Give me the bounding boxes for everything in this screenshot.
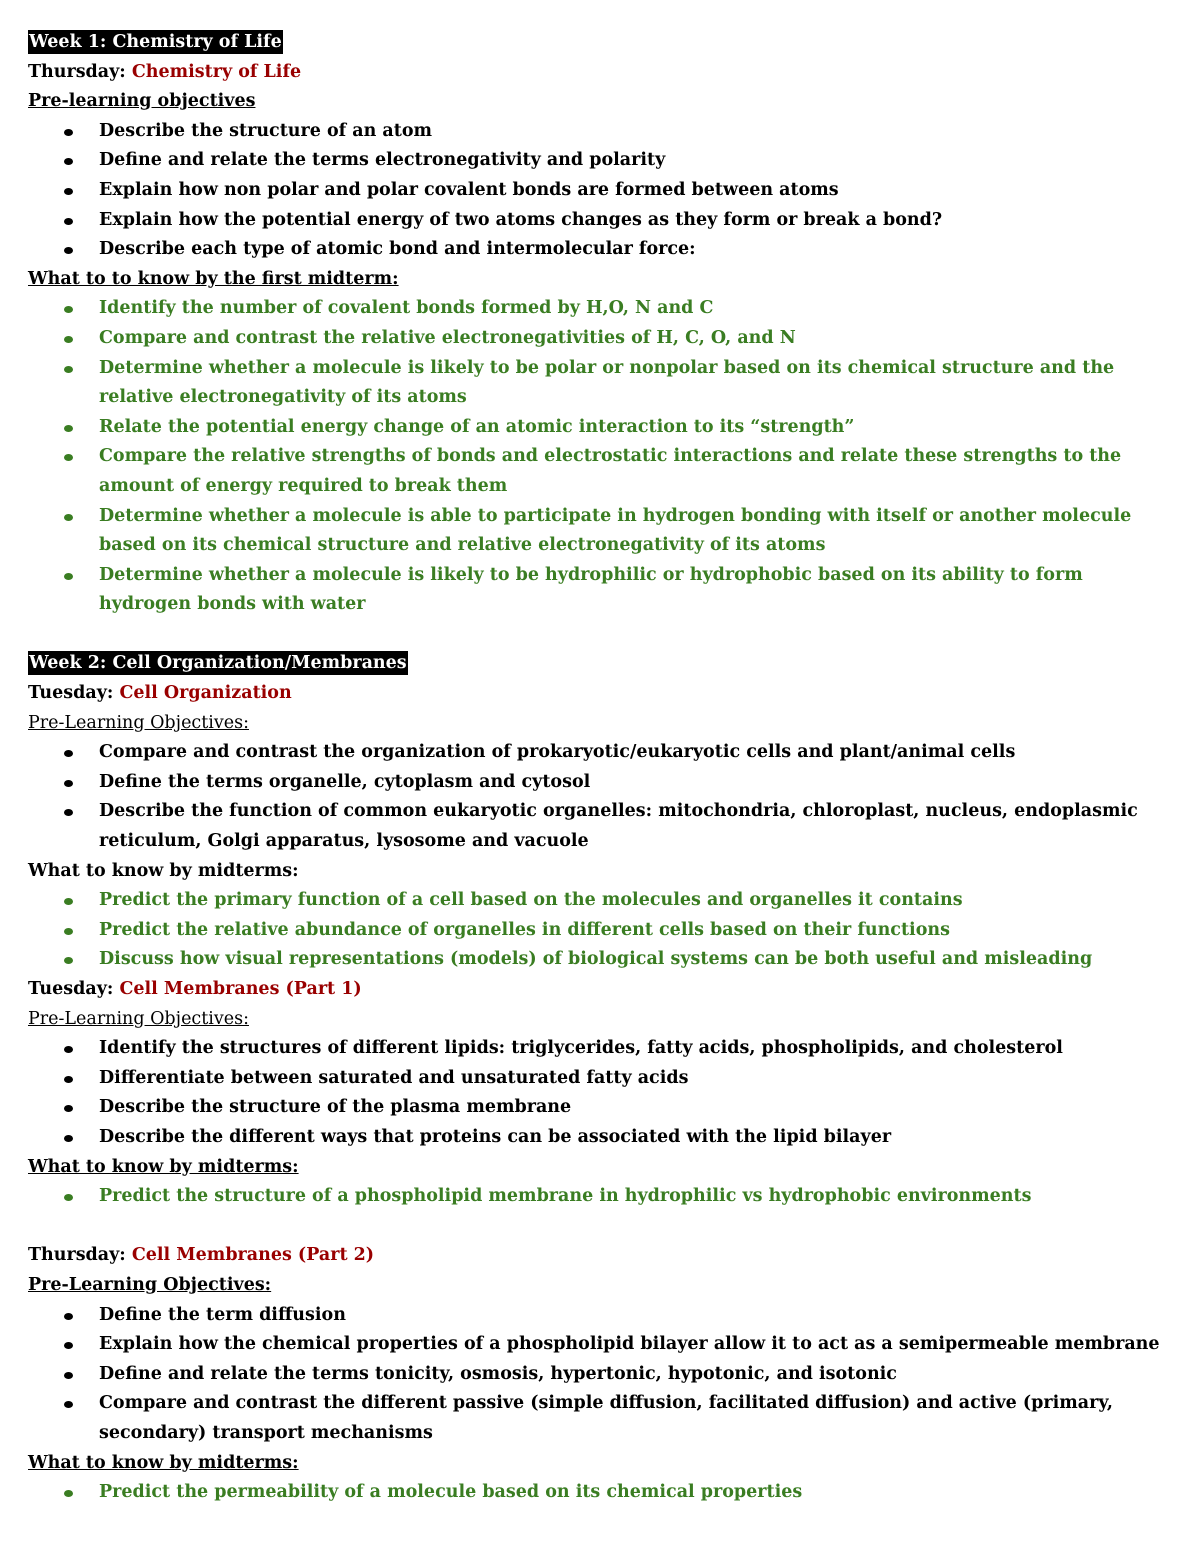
midterm-label: What to know by midterms: (28, 860, 299, 881)
list-item-text: Differentiate between saturated and unsaturated fatty acids (99, 1067, 689, 1088)
list-item-text: Explain how the chemical properties of a phospholipid bilayer allow it to act as a semipermeable membrane (99, 1334, 1160, 1355)
list-item (28, 442, 1178, 501)
list-item (28, 916, 1178, 946)
list-item-text: Define the term diffusion (99, 1304, 346, 1325)
document-page (28, 28, 1178, 1508)
session-header (28, 58, 1178, 88)
bullet-dot-icon (64, 1401, 73, 1408)
list-item (28, 1182, 1178, 1212)
bullet-dot-icon (64, 898, 73, 905)
bullet-dot-icon (64, 780, 73, 787)
session-topic: Cell Membranes (Part 2) (131, 1245, 375, 1266)
bullet-dot-icon (64, 573, 73, 580)
list-item (28, 1034, 1178, 1064)
objectives-label: Pre-Learning Objectives: (28, 712, 249, 733)
midterm-list (28, 1182, 1178, 1212)
list-item (28, 1330, 1178, 1360)
list-item-text: Identify the number of covalent bonds formed by H,O, N and C (99, 298, 714, 319)
list-item (28, 354, 1178, 413)
bullet-dot-icon (64, 809, 73, 816)
bullet-dot-icon (64, 188, 73, 195)
list-item (28, 797, 1178, 856)
bullet-dot-icon (64, 158, 73, 165)
blank-line (28, 1212, 1178, 1242)
bullet-dot-icon (64, 1490, 73, 1497)
bullet-dot-icon (64, 957, 73, 964)
bullet-dot-icon (64, 1313, 73, 1320)
list-item-text: Determine whether a molecule is likely to be polar or nonpolar based on its chemical structure and the relative electronegativity of its atoms (99, 357, 1115, 408)
list-item-text: Compare and contrast the relative electronegativities of H, C, O, and N (99, 327, 796, 348)
list-item (28, 1123, 1178, 1153)
week-heading: Week 2: Cell Organization/Membranes (29, 653, 407, 674)
objectives-label: Pre-learning objectives (28, 91, 256, 112)
session-topic: Cell Membranes (Part 1) (119, 979, 362, 999)
list-item-text: Describe the structure of an atom (99, 120, 433, 141)
list-item-text: Describe the different ways that proteins can be associated with the lipid bilayer (99, 1126, 892, 1147)
objectives-list (28, 738, 1178, 856)
midterm-list (28, 886, 1178, 975)
list-item-text: Identify the structures of different lipids: triglycerides, fatty acids, phospholipids, and cholesterol (99, 1038, 1063, 1059)
list-item (28, 738, 1178, 768)
objectives-list (28, 1034, 1178, 1152)
list-item-text: Define the terms organelle, cytoplasm and cytosol (99, 771, 591, 792)
session-topic: Chemistry of Life (131, 61, 302, 82)
session-header (28, 1241, 1178, 1271)
list-item-text: Compare and contrast the organization of prokaryotic/eukaryotic cells and plant/animal cells (99, 742, 1016, 763)
week-2-section (28, 649, 1178, 1507)
session-topic: Cell Organization (119, 683, 292, 704)
bullet-dot-icon (64, 1342, 73, 1349)
objectives-list (28, 117, 1178, 265)
list-item (28, 117, 1178, 147)
midterm-label: What to know by midterms: (28, 1452, 299, 1473)
list-item (28, 146, 1178, 176)
list-item-text: Compare and contrast the different passive (simple diffusion, facilitated diffusion) and active (primary, secondary) transport mechanisms (99, 1393, 1113, 1443)
bullet-dot-icon (64, 1135, 73, 1142)
midterm-label: What to to know by the first midterm: (28, 268, 399, 289)
midterm-list (28, 294, 1178, 620)
week-1-section (28, 28, 1178, 620)
session-header (28, 975, 1178, 1005)
list-item-text: Discuss how visual representations (models) of biological systems can be both useful and misleading (99, 949, 1093, 970)
list-item (28, 206, 1178, 236)
list-item (28, 1389, 1178, 1448)
bullet-dot-icon (64, 750, 73, 757)
bullet-dot-icon (64, 425, 73, 432)
list-item-text: Compare the relative strengths of bonds and electrostatic interactions and relate these strengths to the amount of energy required to break them (99, 446, 1122, 496)
midterm-list (28, 1478, 1178, 1508)
list-item (28, 1478, 1178, 1508)
list-item (28, 1360, 1178, 1390)
list-item-text: Determine whether a molecule is likely to be hydrophilic or hydrophobic based on its ability to form hydrogen bonds with water (99, 564, 1083, 615)
list-item-text: Explain how non polar and polar covalent bonds are formed between atoms (99, 179, 839, 200)
list-item-text: Predict the relative abundance of organelles in different cells based on their functions (99, 919, 950, 940)
bullet-dot-icon (64, 336, 73, 343)
list-item-text: Predict the structure of a phospholipid membrane in hydrophilic vs hydrophobic environments (99, 1186, 1032, 1207)
list-item (28, 1064, 1178, 1094)
week-heading: Week 1: Chemistry of Life (29, 32, 282, 52)
list-item (28, 886, 1178, 916)
list-item (28, 561, 1178, 620)
bullet-dot-icon (64, 454, 73, 461)
list-item (28, 413, 1178, 443)
session-day: Tuesday: (28, 683, 114, 704)
midterm-label: What to know by midterms: (28, 1156, 299, 1177)
list-item (28, 294, 1178, 324)
bullet-dot-icon (64, 1105, 73, 1112)
list-item-text: Describe the structure of the plasma membrane (99, 1097, 572, 1118)
bullet-dot-icon (64, 928, 73, 935)
list-item (28, 502, 1178, 561)
list-item (28, 324, 1178, 354)
objectives-label: Pre-Learning Objectives: (28, 1008, 249, 1029)
list-item (28, 1301, 1178, 1331)
session-day: Tuesday: (28, 979, 114, 999)
list-item (28, 235, 1178, 265)
bullet-dot-icon (64, 247, 73, 254)
bullet-dot-icon (64, 1372, 73, 1379)
list-item (28, 176, 1178, 206)
blank-line (28, 620, 1178, 650)
list-item-text: Explain how the potential energy of two atoms changes as they form or break a bond? (99, 209, 943, 230)
list-item (28, 945, 1178, 975)
session-day: Thursday: (28, 61, 126, 82)
list-item-text: Predict the primary function of a cell based on the molecules and organelles it contains (99, 890, 963, 911)
bullet-dot-icon (64, 514, 73, 521)
list-item-text: Describe the function of common eukaryotic organelles: mitochondria, chloroplast, nucleus, endoplasmic reticulum, Golgi apparatus, lysosome and vacuole (99, 801, 1138, 852)
bullet-dot-icon (64, 1194, 73, 1201)
objectives-label: Pre-Learning Objectives: (28, 1274, 272, 1295)
list-item-text: Define and relate the terms tonicity, osmosis, hypertonic, hypotonic, and isotonic (99, 1363, 897, 1384)
list-item-text: Define and relate the terms electronegativity and polarity (99, 150, 666, 171)
list-item-text: Predict the permeability of a molecule based on its chemical properties (99, 1482, 803, 1503)
session-header (28, 679, 1178, 709)
bullet-dot-icon (64, 129, 73, 136)
list-item-text: Determine whether a molecule is able to participate in hydrogen bonding with itself or another molecule based on its chemical structure and relative electronegativity of its atoms (99, 505, 1132, 556)
list-item (28, 768, 1178, 798)
list-item (28, 1093, 1178, 1123)
bullet-dot-icon (64, 1046, 73, 1053)
list-item-text: Relate the potential energy change of an atomic interaction to its “strength” (99, 416, 855, 437)
list-item-text: Describe each type of atomic bond and intermolecular force: (99, 239, 696, 260)
session-day: Thursday: (28, 1245, 126, 1266)
bullet-dot-icon (64, 366, 73, 373)
objectives-list (28, 1301, 1178, 1449)
bullet-dot-icon (64, 218, 73, 225)
bullet-dot-icon (64, 306, 73, 313)
bullet-dot-icon (64, 1076, 73, 1083)
